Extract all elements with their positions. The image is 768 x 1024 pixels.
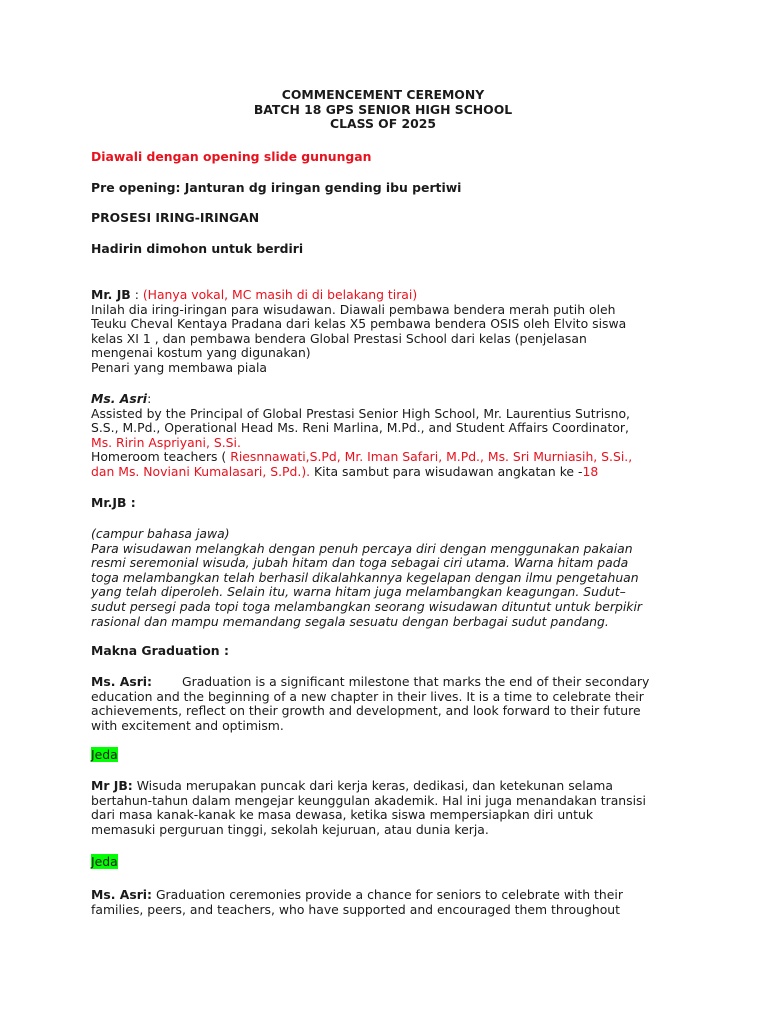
text-line: mengenai kostum yang digunakan) bbox=[91, 345, 311, 361]
hadirin-line: Hadirin dimohon untuk berdiri bbox=[91, 241, 304, 256]
batch-number: 18 bbox=[582, 463, 599, 479]
speaker-asri-3: Ms. Asri: bbox=[91, 887, 153, 902]
text-line: Homeroom teachers ( bbox=[91, 449, 231, 465]
text-line: Teuku Cheval Kentaya Pradana dari kelas X5 pembawa bendera OSIS oleh Elvito siswa bbox=[91, 316, 627, 332]
teacher-names: Riesnnawati,S.Pd, Mr. Iman Safari, M.Pd., Ms. Sri Murniasih, S.Si., bbox=[230, 449, 633, 465]
coordinator-name: Ms. Ririn Aspriyani, S.Si. bbox=[91, 434, 241, 450]
section-jb-3 bbox=[91, 779, 675, 837]
jeda-highlight: Jeda bbox=[91, 747, 118, 762]
speaker-jb-2: Mr.JB : bbox=[91, 495, 136, 510]
text-line: Wisuda merupakan puncak dari kerja keras, dedikasi, dan ketekunan selama bbox=[132, 778, 613, 793]
makna-heading: Makna Graduation : bbox=[91, 643, 229, 658]
text-line: kelas XI 1 , dan pembawa bendera Global Prestasi School dari kelas (penjelasan bbox=[91, 330, 587, 346]
stage-note: (Hanya vokal, MC masih di di belakang tirai) bbox=[142, 287, 418, 302]
pre-opening-line: Pre opening: Janturan dg iringan gending ibu pertiwi bbox=[91, 180, 462, 195]
section-asri-3 bbox=[91, 888, 675, 917]
text-line: memasuki perguruan tinggi, sekolah kejuruan, atau dunia kerja. bbox=[91, 821, 489, 837]
title-line-1: COMMENCEMENT CEREMONY bbox=[281, 87, 485, 102]
text-line: achievements, reflect on their growth and development, and look forward to their future bbox=[91, 703, 641, 719]
text-line: Graduation is a significant milestone that marks the end of their secondary bbox=[182, 674, 650, 689]
opening-slide-note: Diawali dengan opening slide gunungan bbox=[91, 149, 372, 164]
document-title bbox=[91, 88, 675, 132]
text-line: families, peers, and teachers, who have supported and encouraged them throughout bbox=[91, 901, 621, 917]
language-note: (campur bahasa jawa) bbox=[91, 526, 230, 541]
text-line: Para wisudawan melangkah dengan penuh percaya diri dengan menggunakan pakaian bbox=[91, 540, 633, 556]
pause-marker-2 bbox=[91, 855, 675, 870]
speaker-jb: Mr. JB bbox=[91, 287, 131, 302]
title-line-2: BATCH 18 GPS SENIOR HIGH SCHOOL bbox=[253, 101, 513, 117]
jeda-highlight: Jeda bbox=[91, 854, 118, 869]
text-line: Assisted by the Principal of Global Prestasi Senior High School, Mr. Laurentius Sutrisno, bbox=[91, 405, 630, 421]
text-line: Graduation ceremonies provide a chance for seniors to celebrate with their bbox=[152, 887, 623, 902]
text-line: Inilah dia iring-iringan para wisudawan. Diawali pembawa bendera merah putih oleh bbox=[91, 301, 616, 317]
prosesi-heading: PROSESI IRING-IRINGAN bbox=[91, 210, 260, 225]
text-line: resmi seremonial wisuda, jubah hitam dan toga sebagai ciri utama. Warna hitam pada bbox=[91, 555, 629, 571]
speaker-asri: Ms. Asri bbox=[91, 391, 148, 406]
section-asri-2 bbox=[91, 675, 675, 733]
section-jb-2 bbox=[91, 527, 675, 629]
text-line: sudut persegi pada topi toga melambangkan seorang wisudawan dituntut untuk berpikir bbox=[91, 598, 643, 614]
text-line: with excitement and optimism. bbox=[91, 717, 284, 733]
section-jb-1 bbox=[91, 288, 675, 376]
pause-marker-1 bbox=[91, 748, 675, 763]
text-line: toga melambangkan telah berhasil dikalahkannya kegelapan dengan ilmu pengetahuan bbox=[91, 569, 639, 585]
title-line-3: CLASS OF 2025 bbox=[330, 116, 436, 132]
text-line: S.S., M.Pd., Operational Head Ms. Reni Marlina, M.Pd., and Student Affairs Coordinator, bbox=[91, 420, 629, 436]
text-line: bertahun-tahun dalam mengejar keunggulan akademik. Hal ini juga menandakan transisi bbox=[91, 792, 646, 808]
speaker-asri-2: Ms. Asri: bbox=[91, 674, 153, 689]
text-line: yang telah diperoleh. Selain itu, warna hitam juga melambangkan keagungan. Sudut– bbox=[91, 584, 626, 600]
text-line: rasional dan mampu memandang segala sesuatu dengan berbagai sudut pandang. bbox=[91, 613, 609, 629]
text-line: Penari yang membawa piala bbox=[91, 359, 267, 375]
text-line: dari masa kanak-kanak ke masa dewasa, ketika siswa mempersiapkan diri untuk bbox=[91, 807, 594, 823]
text-line: education and the beginning of a new chapter in their lives. It is a time to celebrate their bbox=[91, 688, 644, 704]
speaker-colon: : bbox=[147, 391, 152, 406]
speaker-sep: : bbox=[130, 287, 143, 302]
section-asri-1 bbox=[91, 392, 675, 480]
teacher-names: dan Ms. Noviani Kumalasari, S.Pd.). bbox=[91, 463, 311, 479]
text-line: Kita sambut para wisudawan angkatan ke - bbox=[310, 463, 583, 479]
speaker-jb-3: Mr JB: bbox=[91, 778, 133, 793]
